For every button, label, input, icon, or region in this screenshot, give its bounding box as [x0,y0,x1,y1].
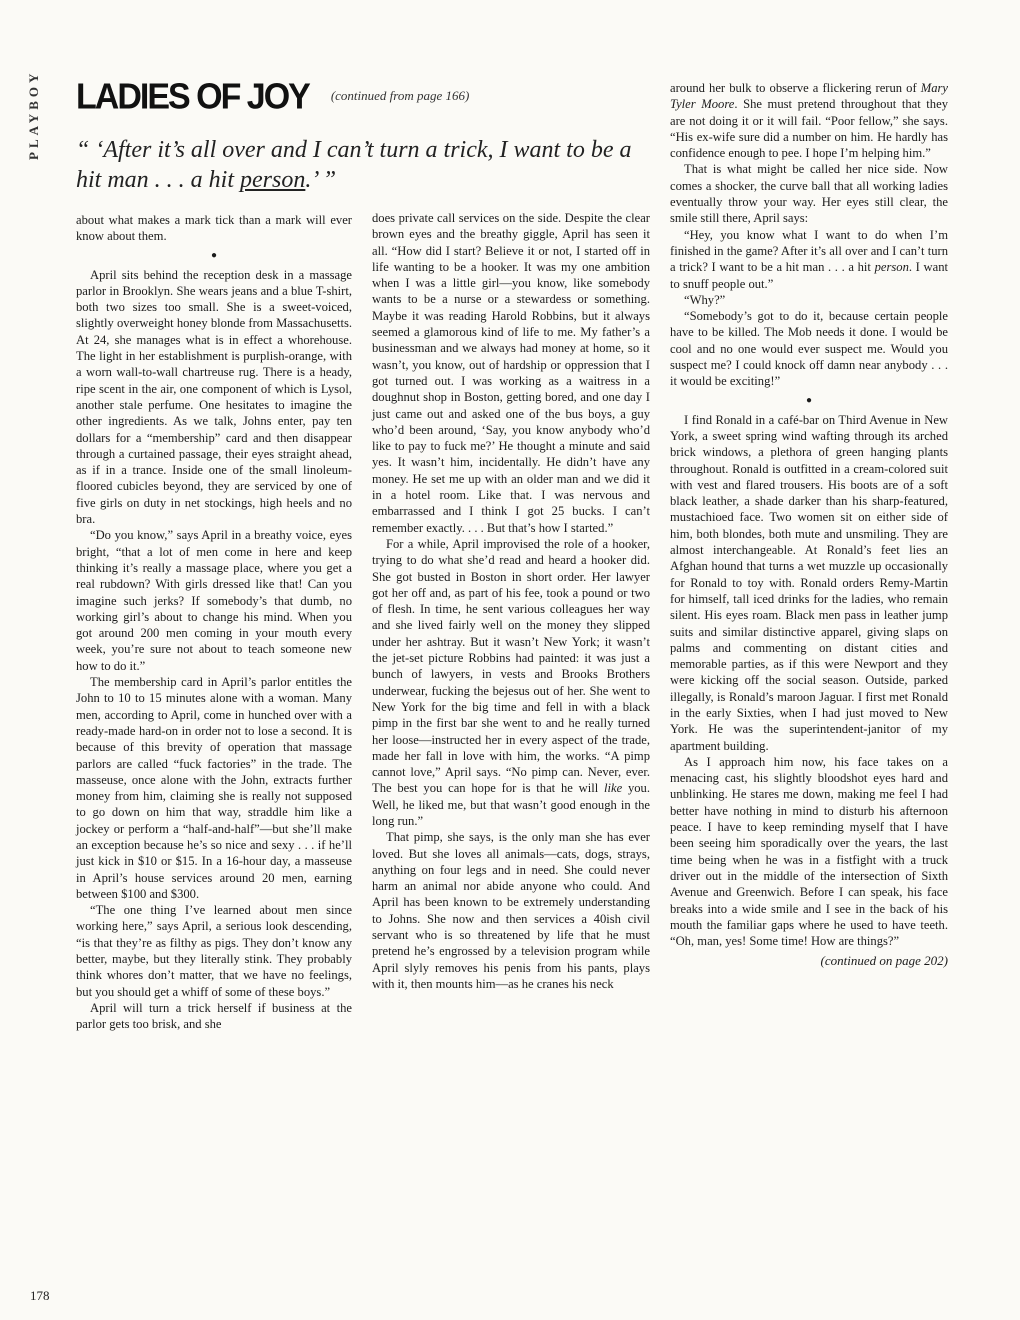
paragraph: I find Ronald in a café-bar on Third Avenue in New York, a sweet spring wind wafting through its arched brick windows, a plethora of green hanging plants throughout. Ronald is outfitted in a cream-colored suit with vest and flared trousers. His boots are of a soft black leather, a shade darker than his sharp-featured, mustachioed face. Two women sit on either side of him, both blondes, both mute and unsmiling. They are almost interchangeable. At Ronald’s feet lies an Afghan hound that turns a wet muzzle up occasionally for Ronald to toy with. Ronald orders Remy-Martin for himself, tall iced drinks for the ladies, who remain silent. His eyes roam. Black men pass in leather jump suits and similar distinctive apparel, giving slaps on palms and commenting on distant cities and memorable parties, as if this were Newport and they were kicking off the social season. Outside, parked illegally, is Ronald’s maroon Jaguar. I first met Ronald in the early Sixties, when I had just moved to New York. He was the superintendent-janitor of my apartment building. [670,412,948,753]
paragraph: April will turn a trick herself if business at the parlor gets too brisk, and she [76,1000,352,1032]
article-title: LADIES OF JOY [76,77,309,117]
paragraph [372,536,650,829]
column-1 [76,212,352,1033]
paragraph: “Do you know,” says April in a breathy voice, eyes bright, “that a lot of men come in here and keep thinking it’s really a massage place, where you get a real rubdown? With girls dressed like that! Can you imagine such jerks? If somebody’s that dumb, no working girl’s about to change his mind. When you got around 200 men coming in your mouth every week, you’re sure not about to teach someone new how to do it.” [76,528,352,673]
text-run: . She must pretend throughout that they are not doing it or it will fail. “Poor fellow,” she says. “His ex-wife sure did a number on him. He hardly has confidence enough to pee. I hope I’m helping him.” [670,97,948,161]
paragraph: “The one thing I’ve learned about men since working here,” says April, a serious look descending, “is that they’re as filthy as pigs. They don’t know any better, maybe, but they literally stink. They probably think whores don’t matter, that we have no feelings, but you should get a whiff of some of these boys.” [76,903,352,999]
continued-on-note: (continued on page 202) [820,953,948,969]
text-run: . I want to snuff people out.” [670,260,948,291]
text-run: “Hey, you know what I want to do when I’m finished in the game? After it’s all over and I can’t turn a trick? I want to be a hit man . . . a hit [670,227,948,275]
article-header [76,78,656,118]
paragraph: “Why?” [684,292,726,307]
text-run: around her bulk to observe a flickering rerun of [670,81,921,95]
pull-quote-end: .’ ” [305,167,337,193]
pull-quote [76,135,656,195]
text-run: For a while, April improvised the role of a hooker, trying to do what she’d read and heard a hooker did. She got busted in Boston in short order. Her lawyer got her off and, as part of his fee, took a pound or two of flesh. In time, he sent various colleagues her way and she lived fairly well on the money they slipped under her ashtray. But it wasn’t New York; it wasn’t the jet-set picture Robbins had painted: it was just a bunch of lawyers, in vests and Brooks Brothers underwear, fucking the bejesus out of her. She went to New York for the big time and fell in with a black pimp in the first bar she went to and he really turned her loose—instructed her in every aspect of the trade, made her fall in love with him, the works. “A pimp cannot love,” April says. “No pimp can. Never, ever. The best you can hope for is that he will [372,536,650,796]
section-divider-bullet: ● [210,249,218,261]
paragraph: “Somebody’s got to do it, because certain people have to be killed. The Mob needs it done. I would be cool and no one would ever suspect me. Would you suspect me? I could knock off damn near anybody . . . it would be exciting!” [670,309,948,389]
masthead: PLAYBOY [26,70,41,161]
section-divider-bullet: ● [805,394,813,406]
paragraph: April sits behind the reception desk in a massage parlor in Brooklyn. She wears jeans and a blue T-shirt, both two sizes too small. She is a sweet-voiced, slightly overweight honey blonde from Massachusetts. At 24, she manages what is in effect a whorehouse. The light in her establishment is purplish-orange, with a worn wall-to-wall chartreuse rug. There is a heady, ripe scent in the air, one component of which is Lysol, another stale perfume. One hesitates to imagine the other ingredients. As we talk, Johns enter, pay ten dollars for a “membership” card and then disappear through a curtained passage, their eyes straight ahead, as if in a trance. Inside one of the small linoleum-floored cubicles beyond, they are serviced by one of five girls on duty in net stockings, high heels and no bra. [76,267,352,527]
emphasis-text: like [603,781,623,796]
text-run: you. Well, he liked me, but that wasn’t good enough in the long run.” [372,781,650,828]
paragraph [670,80,948,161]
page-number: 178 [30,1288,50,1303]
paragraph: As I approach him now, his face takes on a menacing cast, his slightly bloodshot eyes hard and unblinking. He stares me down, making me feel I had better have nothing in mind to disturb his afternoon peace. I have to keep reminding myself that I have been seeing him sporadically over the years, the last time being when he was in a fistfight with a truck driver out in the middle of the intersection of Sixth Avenue and Greenwich. Before I can speak, his face breaks into a wide smile and I see in the back of his mouth the familiar gaps where he used to have teeth. “Oh, man, yes! Some time! How are things?” [670,754,948,949]
paragraph: about what makes a mark tick than a mark will ever know about them. [76,213,352,244]
pull-quote-emphasis: person [240,167,306,193]
paragraph: does private call services on the side. Despite the clear brown eyes and the breathy giggle, April has seen it all. “How did I start? Believe it or not, I started off in life wanting to be a hooker. It was my one ambition when I was a little girl—you know, like somebody wants to be a nurse or a stewardess or something. Maybe it was reading Harold Robbins, but it always seemed a glamorous kind of life to me. My father’s a businessman and we always had money at home, so it wasn’t, you know, out of hardship or oppression that I got turned out. I was working as a waitress in a doughnut shop in Boston, getting bored, and one day I just came out and asked one of the bus boys, a guy who’d been around, ‘Say, you know anybody who’d like to pay to fuck me?’ He thought a minute and said yes. It wasn’t him, incidentally. He didn’t have any money. He set me up with an older man and we did it in a hotel room. Like that. I was nervous and embarrassed and I think I got 25 bucks. I can’t remember exactly. . . . But that’s how I started.” [372,211,650,535]
emphasis-text: Mary Tyler Moore [670,81,948,112]
continued-from-note: (continued from page 166) [330,88,470,103]
column-2 [372,210,650,992]
column-3 [670,80,948,970]
pull-quote-text: “ ‘After it’s all over and I can’t turn a trick, I want to be a hit man . . . a hit [76,137,632,193]
emphasis-text: person [874,260,909,275]
paragraph: That pimp, she says, is the only man she has ever loved. But she loves all animals—cats, dogs, strays, anything on four legs and in need. She could never harm an animal nor abide anyone who could. And April has been known to be extremely understanding to Johns. She now and then services a 40ish civil servant who is so threatened by life that he must pretend he’s engrossed by a television program while April slyly removes his penis from his pants, plays with it, then mounts him—as he cranes his neck [372,830,650,991]
paragraph: That is what might be called her nice side. Now comes a shocker, the curve ball that all working ladies eventually throw your way. Her eyes still clear, the smile still there, April says: [670,162,948,226]
paragraph [670,227,948,292]
paragraph: The membership card in April’s parlor entitles the John to 10 to 15 minutes alone with a woman. Many men, according to April, come in hunched over with a ready-made hard-on in order not to lose a second. It is because of this brevity of operation that massage parlors are called “fuck factories” in the trade. The masseuse, once alone with the John, extracts further money from him, claiming she is really not supposed to go down on him that way, straddle him like a jockey or perform a “half-and-half”—but she’ll make an exception because he’s so nice and sexy . . . if he’ll just kick in $10 or $15. In a 16-hour day, a masseuse in April’s house services around 20 men, earning between $100 and $300. [76,675,352,901]
